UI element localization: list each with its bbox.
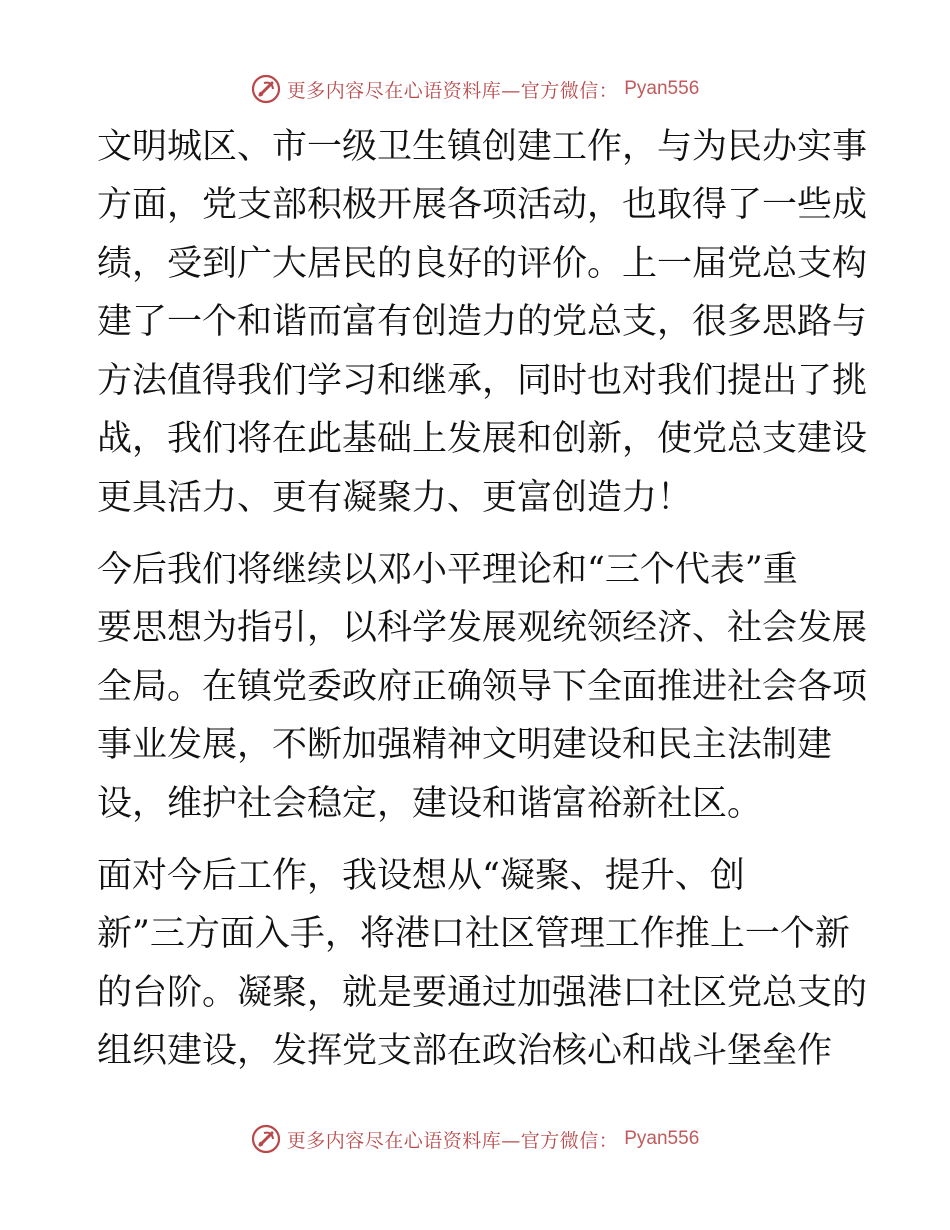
text-line: 方法值得我们学习和继承，同时也对我们提出了挑 [97,361,868,401]
quill-logo-icon [251,1124,281,1154]
text-line: 今后我们将继续以邓小平理论和“三个代表”重 [97,550,798,590]
watermark-text: 更多内容尽在心语资料库—官方微信： [286,1129,619,1152]
footer-watermark [0,1122,950,1156]
text-line: 建了一个和谐而富有创造力的党总支，很多思路与 [97,302,868,342]
text-line: 组织建设，发挥党支部在政治核心和战斗堡垒作 [97,1031,833,1071]
text-line: 的台阶。凝聚，就是要通过加强港口社区党总支的 [97,973,868,1013]
header-watermark [0,72,950,106]
text-line: 方面，党支部积极开展各项活动，也取得了一些成 [97,185,868,225]
text-line: 事业发展，不断加强精神文明建设和民主法制建 [97,725,833,765]
watermark-text: 更多内容尽在心语资料库—官方微信： [286,79,619,102]
text-line: 绩，受到广大居民的良好的评价。上一届党总支构 [97,244,868,284]
text-line: 要思想为指引，以科学发展观统领经济、社会发展 [97,608,868,648]
text-line: 设，维护社会稳定，建设和谐富裕新社区。 [97,784,763,824]
text-line: 战，我们将在此基础上发展和创新，使党总支建设 [97,419,868,459]
text-line: 面对今后工作，我设想从“凝聚、提升、创 [97,856,745,896]
text-line: 文明城区、市一级卫生镇创建工作，与为民办实事 [97,127,868,167]
quill-logo-icon [251,74,281,104]
watermark-wechat-id: Pyan556 [624,1128,700,1149]
text-line: 新”三方面入手，将港口社区管理工作推上一个新 [97,914,850,954]
watermark-wechat-id: Pyan556 [624,78,700,99]
text-line: 更具活力、更有凝聚力、更富创造力！ [97,478,693,518]
text-line: 全局。在镇党委政府正确领导下全面推进社会各项 [97,667,868,707]
